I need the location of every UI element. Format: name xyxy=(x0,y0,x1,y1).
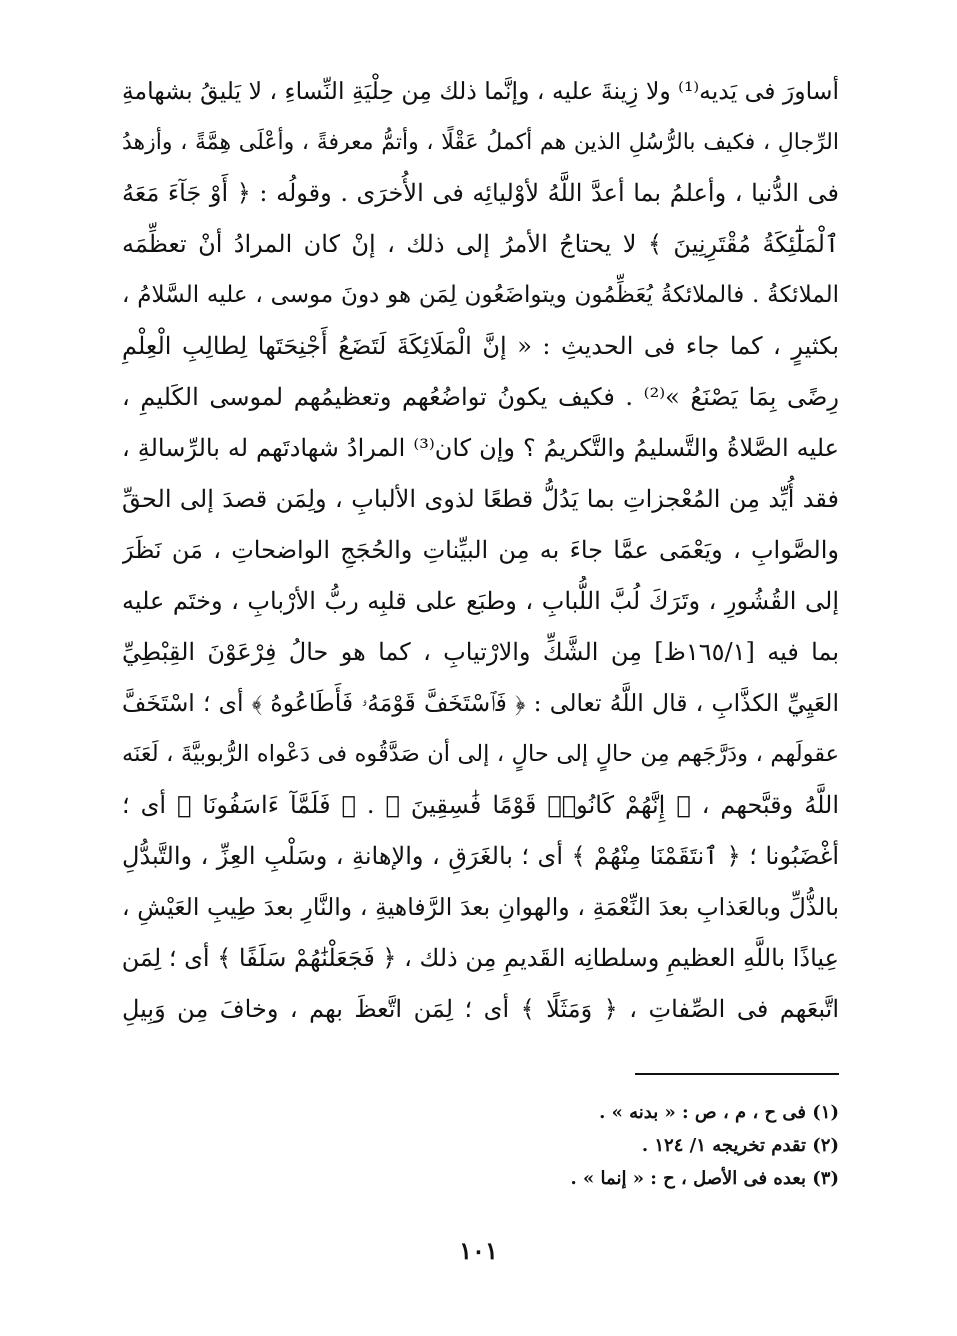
footnote-1: (١) فى ح ، م ، ص : « بدنه » . xyxy=(599,1102,839,1123)
footnote-3: (٣) بعده فى الأصل ، ح : « إنما » . xyxy=(570,1168,839,1189)
text-line: والصَّوابِ ، ويَعْمَى عمَّا جاءَ به مِن البيِّناتِ والحُجَجِ الواضحاتِ ، مَن نَظَرَ xyxy=(122,536,839,564)
text-line: الرِّجالِ ، فكيف بالرُّسُلِ الذين هم أكملُ عَقْلًا ، وأتمُّ معرفةً ، وأعْلَى هِمَّةً ، وأزهدُ xyxy=(122,130,839,155)
footnote-separator xyxy=(635,1073,839,1075)
text-line: بما فيه [١٦٥/١ظ] مِن الشَّكِّ والارْتيابِ ، كما هو حالُ فِرْعَوْنَ القِبْطِيِّ xyxy=(122,638,839,666)
main-text xyxy=(122,66,839,1035)
text-line: رِضًى بِمَا يَصْنَعُ »⁽²⁾ . فكيف يكونُ تواضُعُهم وتعظيمُهم لموسى الكَليمِ ، xyxy=(122,383,839,411)
text-line: عليه الصَّلاةُ والتَّسليمُ والتَّكريمُ ؟ وإن كان⁽³⁾ المرادُ شهادتَهم له بالرِّسالةِ ، xyxy=(122,434,839,462)
text-line: أغْضَبُونا ؛ ﴿ ٱنتَقَمْنَا مِنْهُمْ ﴾ أى ؛ بالغَرَقِ ، والإهانةِ ، وسَلْبِ العِزِّ ، والتَّبدُّلِ xyxy=(122,842,839,870)
text-line: بالذُّلِّ وبالعَذابِ بعدَ النِّعْمَةِ ، والهوانِ بعدَ الرَّفاهيةِ ، والنَّارِ بعدَ طِيبِ العَيْشِ ، xyxy=(122,893,839,921)
text-line: ٱلْمَلَٰٓئِكَةُ مُقْتَرِنِينَ ﴾ لا يحتاجُ الأمرُ إلى ذلك ، إنْ كان المرادُ أنْ تعظِّمَه xyxy=(122,230,839,258)
text-line: الملائكةُ . فالملائكةُ يُعَظِّمُون ويتواضَعُون لِمَن هو دونَ موسى ، عليه السَّلامُ ، xyxy=(122,282,839,308)
text-line: أساورَ فى يَديه⁽¹⁾ ولا زِينةَ عليه ، وإنَّما ذلك مِن حِلْيَةِ النِّساءِ ، لا يَليقُ بشهامةِ xyxy=(122,77,839,105)
text-line: بكثيرٍ ، كما جاء فى الحديثِ : « إنَّ الْمَلَائِكَةَ لَتَضَعُ أَجْنِحَتَها لِطالِبِ الْعِلْمِ xyxy=(122,332,839,360)
footnotes xyxy=(122,1096,839,1195)
footnote-2: (٢) تقدم تخريجه ١/ ١٢٤ . xyxy=(641,1135,839,1156)
text-line: فقد أُيِّد مِن المُعْجزاتِ بما يَدُلُّ قطعًا لذوى الألبابِ ، ولِمَن قصدَ إلى الحقِّ xyxy=(122,485,839,513)
text-line: إلى القُشُورِ ، وتَرَكَ لُبَّ اللُّبابِ ، وطبَع على قلبِه ربُّ الأرْبابِ ، وختَم عليه xyxy=(122,587,839,615)
text-line: عقولَهم ، ودَرَّجَهم مِن حالٍ إلى حالٍ ، إلى أن صَدَّقُوه فى دَعْواه الرُّبوبيَّةَ ، لَعَنَه xyxy=(122,741,839,767)
text-line: اللَّهُ وقبَّحهم ، ﴿ إِنَّهُمْ كَانُوا۟ قَوْمًا فَٰسِقِينَ ﴾ . ﴿ فَلَمَّآ ءَاسَفُونَا ﴾ أى ؛ xyxy=(122,791,839,819)
text-line: عِياذًا باللَّهِ العظيمِ وسلطانِه القَديمِ مِن ذلك ، ﴿ فَجَعَلْنَٰهُمْ سَلَفًا ﴾ أى ؛ لِمَن xyxy=(122,944,839,972)
text-line: فى الدُّنيا ، وأعلمُ بما أعدَّ اللَّهُ لأوْليائِه فى الأُخرَى . وقولُه : ﴿ أَوْ جَآءَ مَعَهُ xyxy=(122,179,839,207)
text-line: العَيِيِّ الكذَّابِ ، قال اللَّهُ تعالى : ﴿ فَٱسْتَخَفَّ قَوْمَهُۥ فَأَطَاعُوهُ ﴾ أى ؛ اسْتَخَفَّ xyxy=(122,689,839,717)
text-line: اتَّبعَهم فى الصِّفاتِ ، ﴿ وَمَثَلًا ﴾ أى ؛ لِمَن اتَّعظَ بهم ، وخافَ مِن وَبِيلِ xyxy=(122,995,839,1023)
page-number: ١٠١ xyxy=(459,1236,498,1265)
